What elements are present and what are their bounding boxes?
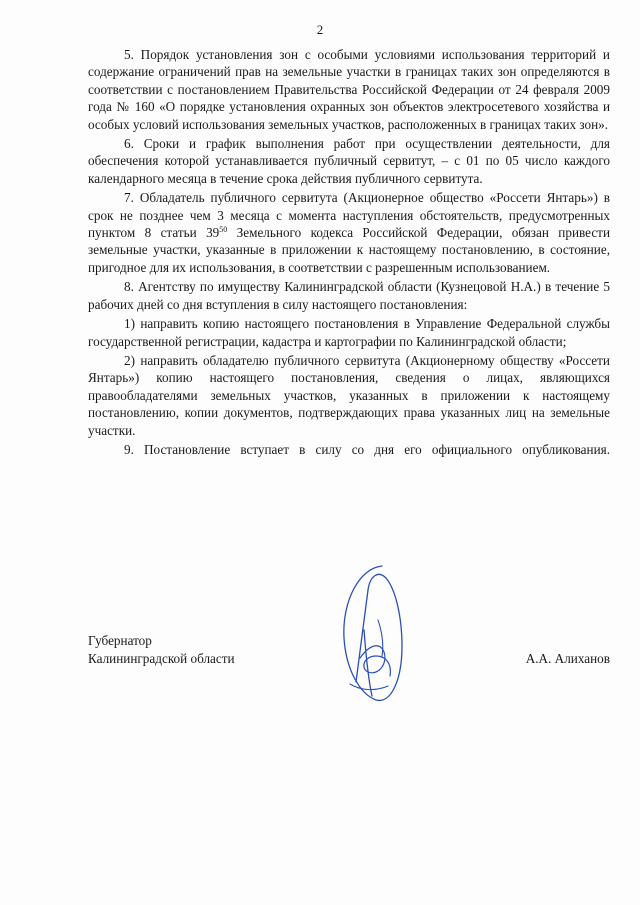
document-body [88, 46, 610, 460]
page-number: 2 [316, 22, 324, 37]
paragraph-8: 8. Агентству по имуществу Калининградской области (Кузнецовой Н.А.) в течение 5 рабочих дней со дня вступления в силу настоящего постановления: [88, 279, 610, 312]
signature-stroke-curl [360, 646, 390, 676]
paragraph-8-item-1: 1) направить копию настоящего постановления в Управление Федеральной службы государственной регистрации, кадастра и картографии по Калининградской области; [88, 316, 610, 349]
signatory-region: Калининградской области [88, 651, 235, 666]
paragraph-8-item-2: 2) направить обладателю публичного сервитута (Акционерному обществу «Россети Янтарь») копию настоящего постановления, сведения о лицах, являющихся правообладателями земельных участков, указанных в приложении к настоящему постановлению, копии документов, подтверждающих права указанных лиц на земельные участки. [88, 352, 610, 438]
signatory-name: А.А. Алиханов [525, 651, 610, 666]
paragraph-5: 5. Порядок установления зон с особыми условиями использования территорий и содержание ограничений прав на земельные участки в границах таких зон определяются в соответствии с постановлением Правительства Российской Федерации от 24 февраля 2009 года № 160 «О порядке установления охранных зон объектов электросетевого хозяйства и особых условий использования земельных участков, расположенных в границах таких зон». [88, 47, 610, 132]
article-superscript: 50 [219, 225, 228, 235]
handwritten-signature [330, 560, 410, 710]
paragraph-9: 9. Постановление вступает в силу со дня его официального опубликования. [124, 441, 610, 457]
signature-stroke-vertical [356, 590, 372, 696]
signature-stroke-loop [344, 566, 402, 700]
paragraph-7-text-end: Земельного кодекса Российской Федерации, обязан привести земельные участки, указанные в приложении к настоящему постановлению, в состояние, пригодное для их использования, в соответствии с разрешенным использованием. [88, 225, 611, 275]
paragraph-7 [88, 189, 610, 276]
paragraph-6: 6. Сроки и график выполнения работ при осуществлении деятельности, для обеспечения которой устанавливается публичный сервитут, – с 01 по 05 число каждого календарного месяца в течение срока действия публичного сервитута. [88, 136, 610, 186]
paragraph-7-text-start: 7. Обладатель публичного сервитута (Акционерное общество «Россети Янтарь») в срок не позднее чем 3 месяца с момента наступления обстоятельств, предусмотренных пунктом 8 статьи 39 [88, 190, 610, 241]
signatory-title: Губернатор [88, 633, 152, 648]
